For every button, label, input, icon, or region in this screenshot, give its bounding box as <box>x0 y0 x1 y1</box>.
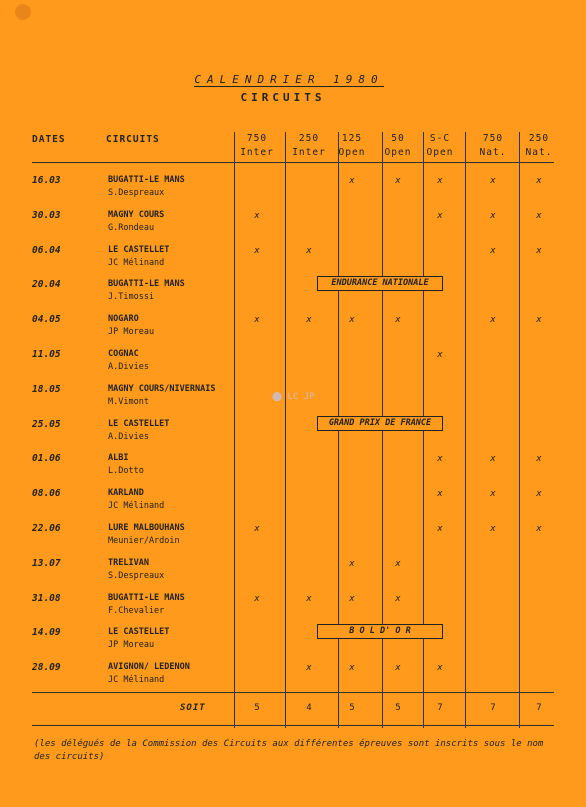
row-circuit <box>108 452 144 478</box>
row-circuit <box>108 174 185 200</box>
row-circuit <box>108 383 215 409</box>
entry-mark: x <box>536 176 542 186</box>
row-date: 06.04 <box>32 244 61 256</box>
column-header <box>418 132 462 160</box>
entry-mark: x <box>254 524 260 534</box>
circuit-name: MAGNY COURS <box>108 209 165 220</box>
row-circuit <box>108 557 164 583</box>
entry-mark: x <box>536 524 542 534</box>
delegate-name: A.Divies <box>108 431 149 442</box>
row-circuit <box>108 592 185 618</box>
circuit-name: LE CASTELLET <box>108 627 170 638</box>
delegate-name: A.Divies <box>108 362 149 372</box>
entry-mark: x <box>395 663 401 674</box>
column-header-bottom: Inter <box>240 147 274 158</box>
delegate-name: F.Chevalier <box>108 605 165 616</box>
row-circuit <box>108 313 154 339</box>
entry-mark: x <box>536 315 542 326</box>
column-header-bottom: Open <box>384 147 412 158</box>
entry-mark: x <box>306 245 312 256</box>
delegate-name: J.Timossi <box>108 292 155 303</box>
entry-mark: x <box>254 245 260 256</box>
entry-mark: x <box>536 210 542 221</box>
soit-label: SOIT <box>180 703 206 713</box>
entry-mark: x <box>395 593 401 604</box>
entry-mark: x <box>437 454 443 465</box>
row-date: 18.05 <box>32 383 61 395</box>
row-circuit <box>108 348 149 374</box>
entry-mark: x <box>349 176 355 186</box>
row-date: 20.04 <box>32 279 61 291</box>
entry-mark: x <box>490 454 496 465</box>
circuit-name: BUGATTI-LE MANS <box>108 279 185 290</box>
entry-mark: x <box>349 663 355 674</box>
total-rule <box>32 692 554 693</box>
circuit-name: LE CASTELLET <box>108 418 170 429</box>
row-date: 22.06 <box>32 523 61 534</box>
entry-mark: x <box>490 176 496 186</box>
column-header <box>287 132 331 160</box>
entry-mark: x <box>536 489 542 500</box>
column-total: 5 <box>349 703 355 713</box>
column-divider <box>519 132 520 728</box>
circuit-name: BUGATTI-LE MANS <box>108 592 185 603</box>
circuit-name: LE CASTELLET <box>108 244 170 255</box>
entry-mark: x <box>254 210 260 221</box>
entry-mark: x <box>395 176 401 186</box>
entry-mark: x <box>437 350 443 360</box>
calendar-title: CALENDRIER 1980 <box>194 73 384 86</box>
circuit-name: LURE MALBOUHANS <box>108 523 185 533</box>
row-date: 08.06 <box>32 488 61 500</box>
circuit-name: BUGATTI-LE MANS <box>108 175 185 185</box>
column-header-top: S-C <box>429 133 451 144</box>
column-header-bottom: Nat. <box>479 147 507 158</box>
entry-mark: x <box>490 245 496 256</box>
column-header-bottom: Open <box>338 147 366 158</box>
column-header-bottom: Inter <box>292 147 326 158</box>
column-total: 4 <box>306 703 312 713</box>
entry-mark: x <box>349 593 355 604</box>
entry-mark: x <box>254 593 260 604</box>
row-circuit <box>108 278 185 304</box>
column-header-top: 750 <box>482 133 504 144</box>
row-date: 13.07 <box>32 557 61 569</box>
row-date: 28.09 <box>32 662 61 674</box>
circuit-name: ALBI <box>108 453 129 464</box>
entry-mark: x <box>490 489 496 500</box>
entry-mark: x <box>306 593 312 604</box>
column-header-top: 250 <box>528 133 550 144</box>
row-circuit <box>108 487 164 513</box>
event-banner: B O L D' O R <box>317 624 443 639</box>
delegate-name: S.Despreaux <box>108 570 165 581</box>
entry-mark: x <box>437 176 443 186</box>
entry-mark: x <box>395 558 401 569</box>
entry-mark: x <box>349 558 355 569</box>
delegate-name: JP Moreau <box>108 640 155 651</box>
row-date: 14.09 <box>32 627 61 639</box>
column-total: 7 <box>437 703 443 713</box>
column-header-top: 125 <box>341 133 363 144</box>
column-divider <box>285 132 286 728</box>
footnote: (les délégués de la Commission des Circuits aux différentes épreuves sont inscrits sous le nom des circuits) <box>34 739 544 762</box>
row-circuit <box>108 418 169 444</box>
column-header-top: 750 <box>246 133 268 144</box>
column-header <box>235 132 279 160</box>
column-header <box>517 132 561 160</box>
delegate-name: Meunier/Ardoin <box>108 536 180 546</box>
column-total: 5 <box>395 703 401 713</box>
entry-mark: x <box>490 210 496 221</box>
entry-mark: x <box>536 245 542 256</box>
column-total: 5 <box>254 703 260 713</box>
column-header-bottom: Nat. <box>525 147 553 158</box>
entry-mark: x <box>254 315 260 326</box>
row-date: 11.05 <box>32 349 61 360</box>
event-banner: GRAND PRIX DE FRANCE <box>317 416 443 431</box>
row-circuit <box>108 661 190 687</box>
row-date: 31.08 <box>32 592 61 604</box>
row-date: 04.05 <box>32 314 61 326</box>
column-total: 7 <box>536 703 542 713</box>
row-date: 16.03 <box>32 175 61 186</box>
punch-hole <box>15 4 31 20</box>
delegate-name: M.Vimont <box>108 396 149 407</box>
delegate-name: JC Mélinand <box>108 501 165 512</box>
entry-mark: x <box>437 663 443 674</box>
event-banner: ENDURANCE NATIONALE <box>317 276 443 291</box>
circuit-name: COGNAC <box>108 349 139 359</box>
entry-mark: x <box>395 315 401 326</box>
entry-mark: x <box>490 315 496 326</box>
entry-mark: x <box>437 210 443 221</box>
delegate-name: JC Mélinand <box>108 257 165 268</box>
column-header <box>471 132 515 160</box>
column-header-top: 50 <box>391 133 405 144</box>
row-circuit <box>108 626 169 652</box>
circuit-name: NOGARO <box>108 314 139 325</box>
circuit-name: KARLAND <box>108 488 144 499</box>
bottom-rule <box>32 725 554 726</box>
column-header-bottom: Open <box>426 147 454 158</box>
entry-mark: x <box>437 524 443 534</box>
entry-mark: x <box>306 663 312 674</box>
calendar-subtitle: CIRCUITS <box>240 91 326 104</box>
column-divider <box>465 132 466 728</box>
row-date: 01.06 <box>32 453 61 465</box>
entry-mark: x <box>306 315 312 326</box>
column-total: 7 <box>490 703 496 713</box>
circuits-header: CIRCUITS <box>106 134 160 145</box>
entry-mark: x <box>490 524 496 534</box>
column-header <box>330 132 374 160</box>
delegate-name: L.Dotto <box>108 466 144 477</box>
column-divider <box>234 132 235 728</box>
delegate-name: G.Rondeau <box>108 222 155 233</box>
delegate-name: JP Moreau <box>108 327 155 338</box>
stamp-mark: ⬤ LC JP <box>272 392 315 402</box>
entry-mark: x <box>437 489 443 500</box>
circuit-name: TRELIVAN <box>108 557 149 568</box>
row-circuit <box>108 522 185 548</box>
circuit-name: AVIGNON/ LEDENON <box>108 662 190 673</box>
entry-mark: x <box>349 315 355 326</box>
column-header-top: 250 <box>298 133 320 144</box>
row-circuit <box>108 244 169 270</box>
entry-mark: x <box>536 454 542 465</box>
row-date: 25.05 <box>32 418 61 430</box>
circuit-name: MAGNY COURS/NIVERNAIS <box>108 383 216 394</box>
header-rule <box>32 162 554 163</box>
delegate-name: S.Despreaux <box>108 188 165 198</box>
row-date: 30.03 <box>32 209 61 221</box>
delegate-name: JC Mélinand <box>108 675 165 686</box>
row-circuit <box>108 209 164 235</box>
dates-header: DATES <box>32 134 66 145</box>
